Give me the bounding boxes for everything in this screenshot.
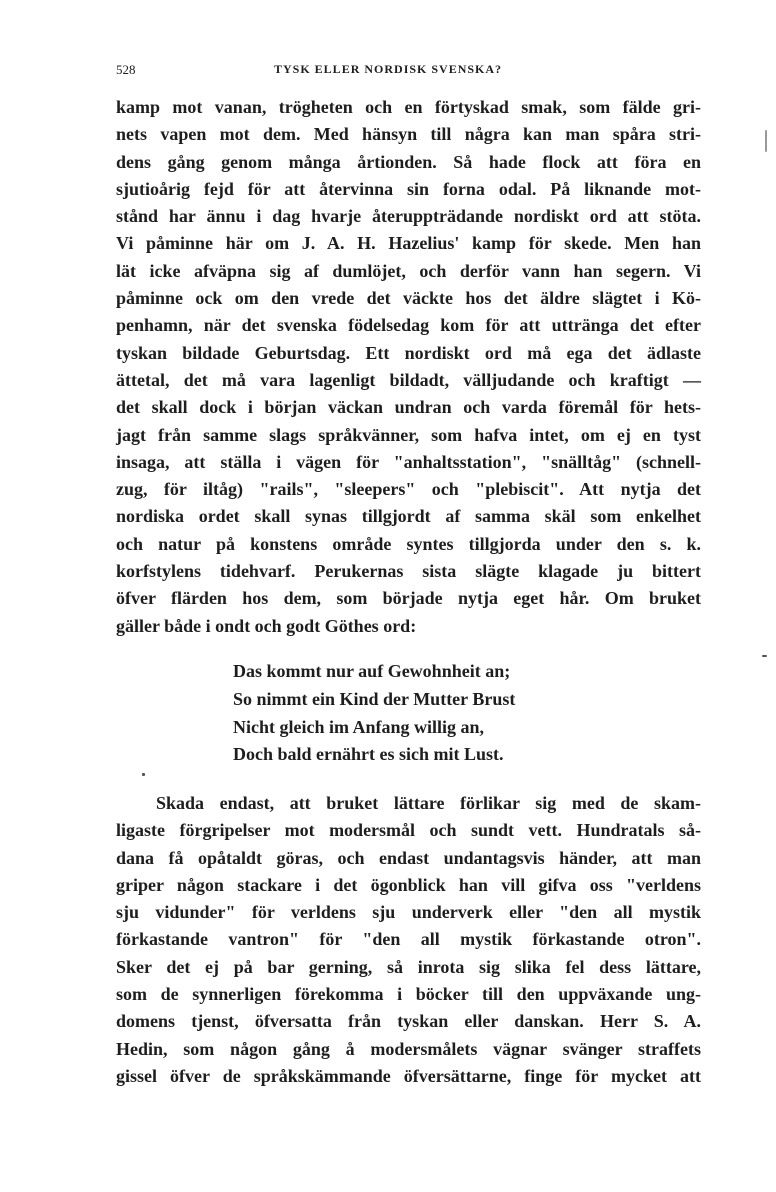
text-line: sjutioårig fejd för att återvinna sin forna odal. På liknande mot- (116, 178, 701, 199)
text-line: Sker det ej på bar gerning, så inrota sig slika fel dess lättare, (116, 956, 701, 977)
text-line: lät icke afväpna sig af dumlöjet, och derför vann han segern. Vi (116, 260, 701, 281)
text-line: Hedin, som någon gång å modersmålets vägnar svänger straffets (116, 1038, 701, 1059)
text-line: korfstylens tidehvarf. Perukernas sista slägte klagade ju bittert (116, 561, 701, 582)
print-speck (765, 130, 767, 152)
paragraph-2 (116, 790, 701, 1090)
text-line: insaga, att ställa i vägen för "anhaltsstation", "snälltåg" (schnell- (116, 451, 701, 472)
page-number: 528 (116, 62, 136, 77)
text-line: domens tjenst, öfversatta från tyskan eller danskan. Herr S. A. (116, 1011, 701, 1032)
text-line: dens gång genom många årtionden. Så hade flock att föra en (116, 151, 701, 172)
text-line: zug, för iltåg) "rails", "sleepers" och "plebiscit". Att nytja det (116, 479, 701, 500)
text-line: stånd har ännu i dag hvarje återuppträdande nordiskt ord att stöta. (116, 206, 701, 227)
print-speck (142, 773, 145, 776)
paragraph-1 (116, 94, 701, 640)
text-line: griper någon stackare i det ögonblick han vill gifva oss "verldens (116, 874, 701, 895)
text-line: påminne ock om den vrede det väckte hos det äldre slägtet i Kö- (116, 288, 701, 309)
text-line: tyskan bildade Geburtsdag. Ett nordiskt ord må ega det ädlaste (116, 342, 701, 363)
text-line: som de synnerligen förekomma i böcker till den uppväxande ung- (116, 984, 701, 1005)
text-line: dana få opåtaldt göras, och endast undantagsvis händer, att man (116, 847, 701, 868)
text-line: ättetal, det må vara lagenligt bildadt, välljudande och kraftigt — (116, 369, 701, 390)
verse-line: Nicht gleich im Anfang willig an, (233, 716, 485, 737)
verse-line: Das kommt nur auf Gewohnheit an; (233, 661, 511, 681)
page-header (116, 62, 701, 84)
text-line: kamp mot vanan, trögheten och en förtyskad smak, som fälde gri- (116, 97, 701, 117)
text-line: öfver flärden hos dem, som började nytja eget hår. Om bruket (116, 588, 701, 609)
text-line: förkastande vantron" för "den all mystik förkastande otron". (116, 929, 701, 950)
text-line: nordiska ordet skall synas tillgjordt af samma skäl som enkelhet (116, 506, 701, 527)
running-title: TYSK ELLER NORDISK SVENSKA? (274, 62, 503, 76)
text-line: penhamn, när det svenska födelsedag kom för att uttränga det efter (116, 315, 701, 336)
verse-line: So nimmt ein Kind der Mutter Brust (233, 688, 516, 709)
text-line: det skall dock i början väckan undran och varda föremål för hets- (116, 397, 701, 418)
print-speck (762, 655, 767, 657)
verse-quote (233, 658, 653, 769)
text-line: Vi påminne här om J. A. H. Hazelius' kamp för skede. Men han (116, 233, 701, 254)
text-line: jagt från samme slags språkvänner, som hafva intet, om ej en tyst (116, 424, 701, 445)
text-line: gäller både i ondt och godt Göthes ord: (116, 615, 417, 636)
text-line: gissel öfver de språkskämmande öfversättarne, finge för mycket att (116, 1065, 701, 1086)
text-line: och natur på konstens område syntes tillgjorda under den s. k. (116, 533, 701, 554)
text-line: nets vapen mot dem. Med hänsyn till några kan man spåra stri- (116, 124, 701, 145)
text-line: Skada endast, att bruket lättare förlikar sig med de skam- (156, 793, 701, 813)
text-line: sju vidunder" för verldens sju underverk eller "den all mystik (116, 902, 701, 923)
text-line: ligaste förgripelser mot modersmål och sundt vett. Hundratals så- (116, 820, 701, 841)
verse-line: Doch bald ernährt es sich mit Lust. (233, 744, 504, 765)
